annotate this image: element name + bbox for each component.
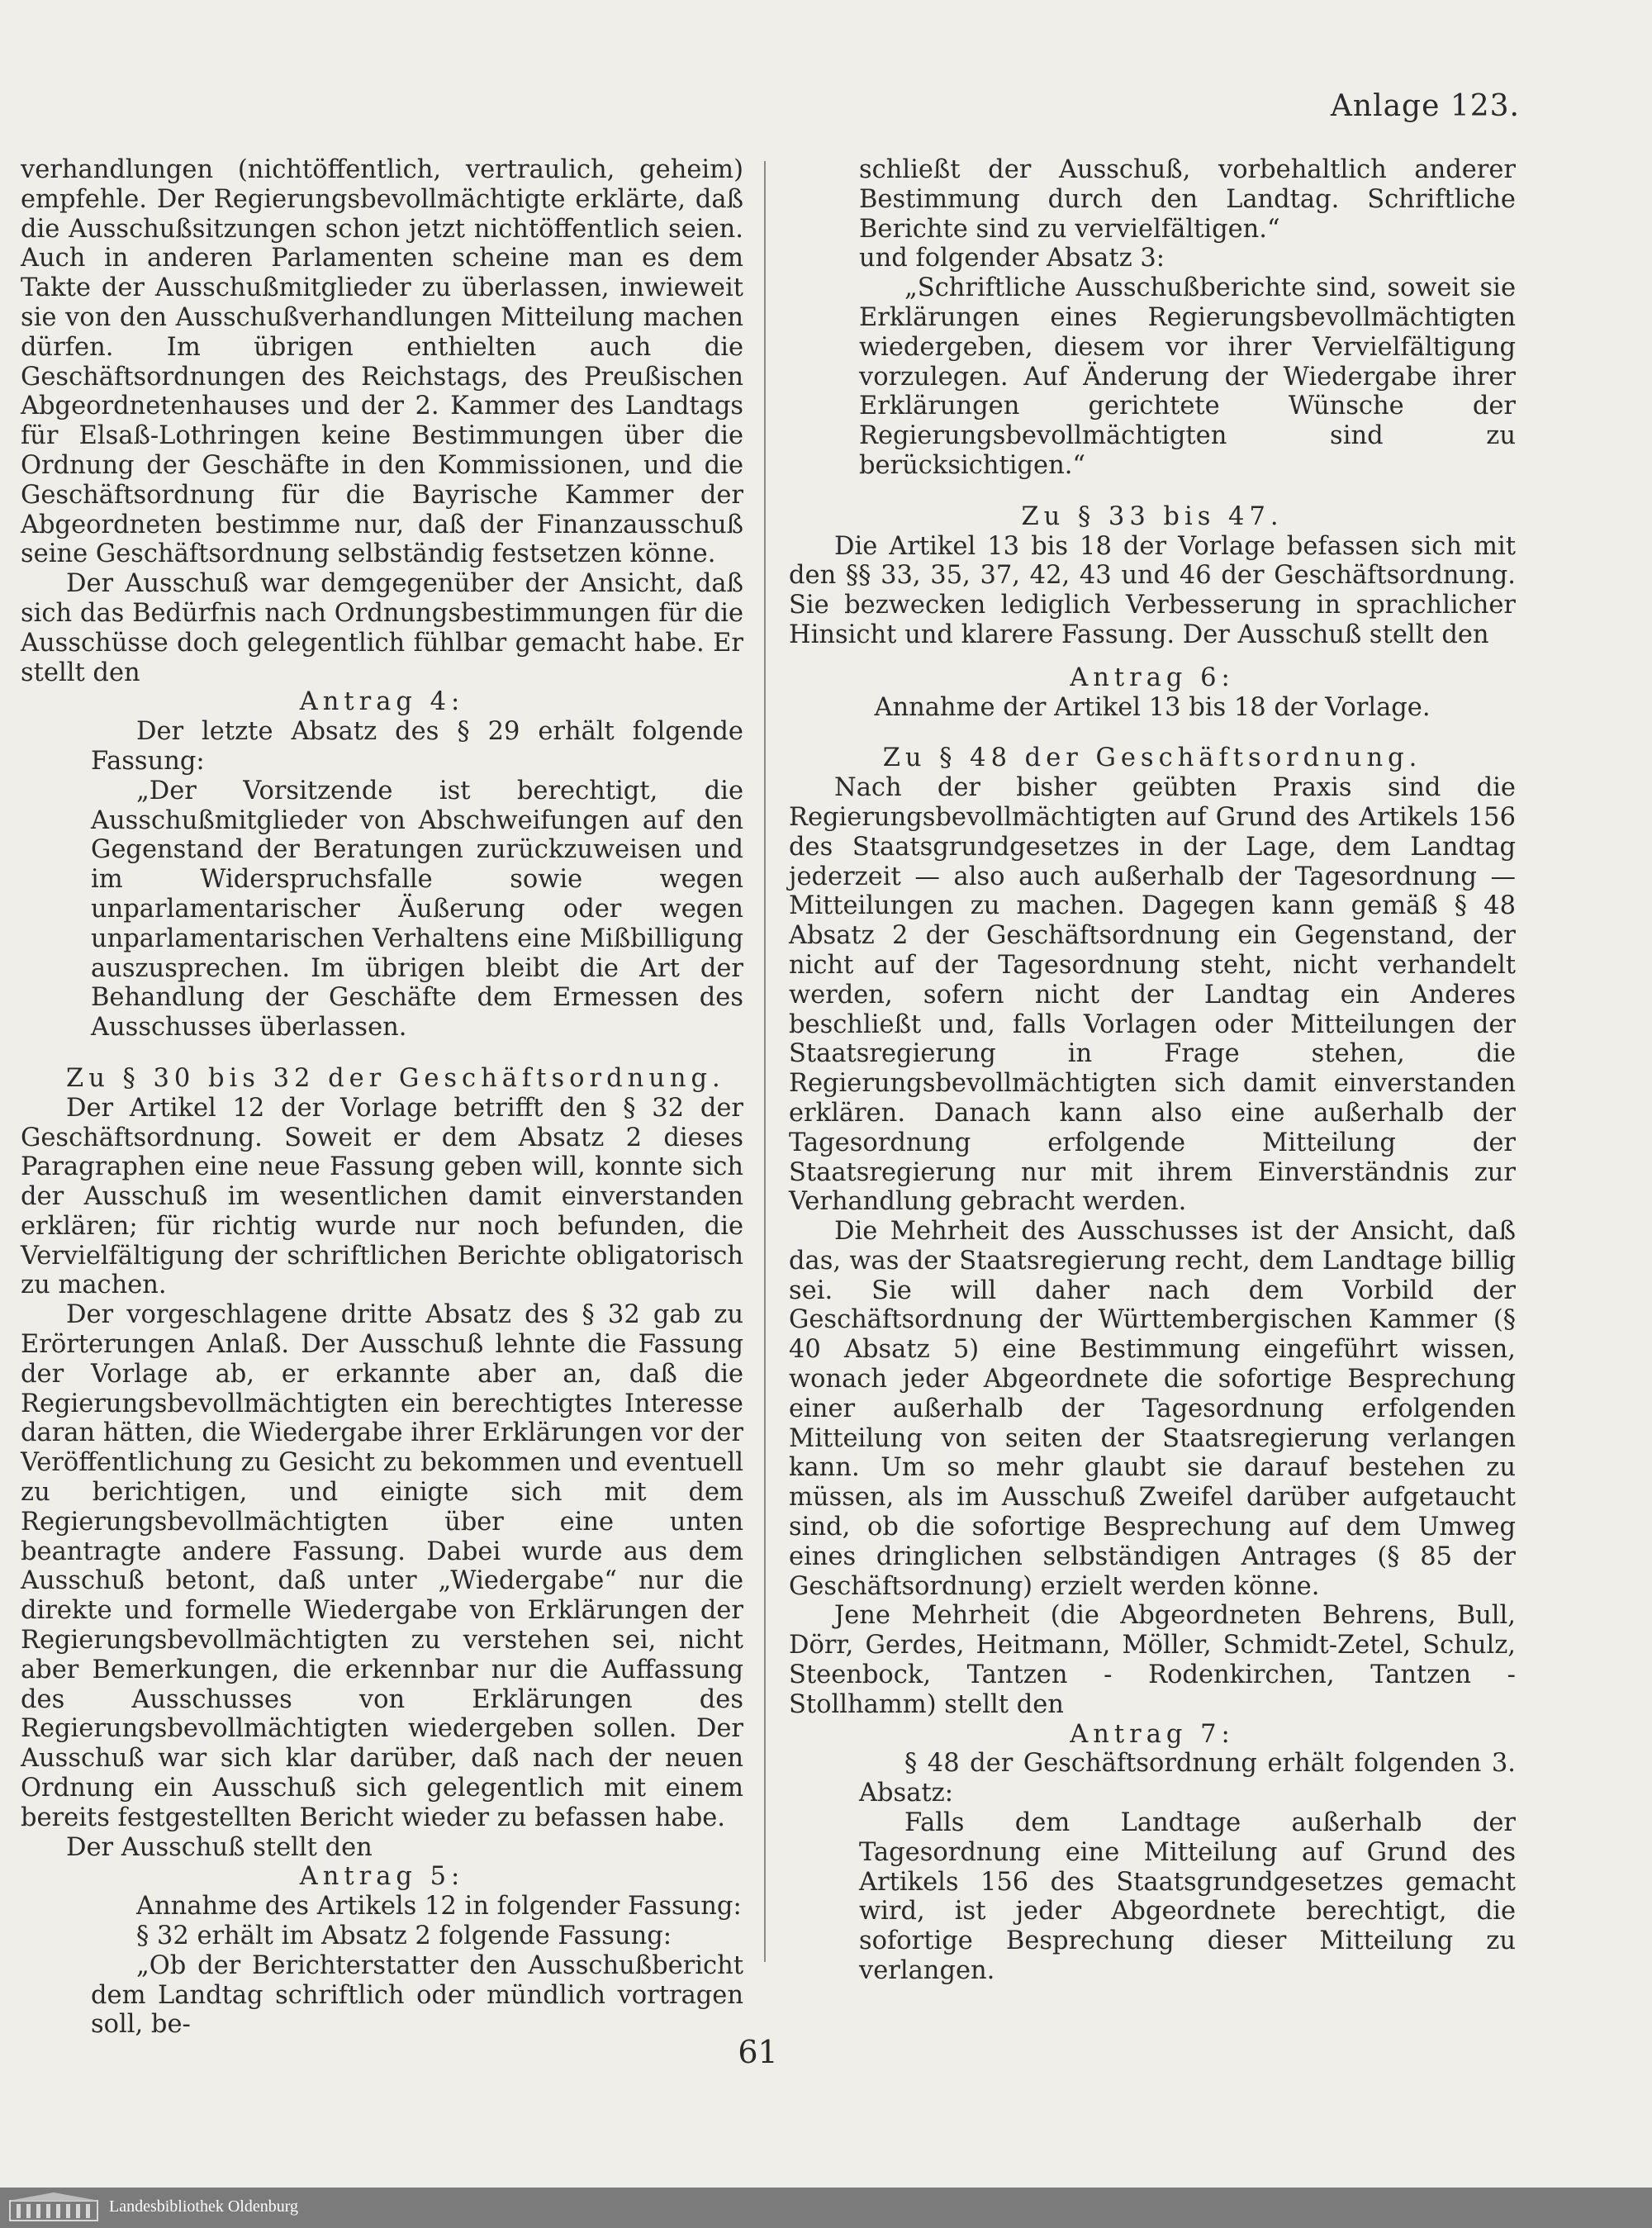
- right-column-paragraph: Falls dem Landtage außerhalb der Tagesordnung eine Mitteilung auf Grund des Artikels 156 des Staatsgrundgesetzes gemacht wird, ist jeder Abgeordnete berechtigt, die sofortige Besprechung dieser Mitteilung zu verlangen.: [859, 1808, 1516, 1986]
- right-column-paragraph: „Schriftliche Ausschußberichte sind, soweit sie Erklärungen eines Regierungsbevollmächtigten wiedergeben, diesem vor ihrer Vervielfältigung vorzulegen. Auf Änderung der Wiedergabe ihrer Erklärungen gerichtete Wünsche der Regierungsbevollmächtigten sind zu berücksichtigen.“: [859, 273, 1516, 480]
- left-column-paragraph: „Der Vorsitzende ist berechtigt, die Ausschußmitglieder von Abschweifungen auf den Gegenstand der Beratungen zurückzuweisen und im Widerspruchsfalle sowie wegen unparlamentarischer Äußerung oder wegen unparlamentarischen Verhaltens eine Mißbilligung auszusprechen. Im übrigen bleibt die Art der Behandlung der Geschäfte dem Ermessen des Ausschusses überlassen.: [91, 776, 743, 1043]
- right-column-paragraph: Die Artikel 13 bis 18 der Vorlage befassen sich mit den §§ 33, 35, 37, 42, 43 und 46 der Geschäftsordnung. Sie bezwecken lediglich Verbesserung in sprachlicher Hinsicht und klarere Fassung. Der Ausschuß stellt den: [789, 531, 1516, 649]
- page-number: 61: [738, 2034, 778, 2070]
- left-column-paragraph: Annahme des Artikels 12 in folgender Fassung:: [136, 1892, 742, 1922]
- left-column-paragraph: Der vorgeschlagene dritte Absatz des § 32 gab zu Erörterungen Anlaß. Der Ausschuß lehnte die Fassung der Vorlage ab, er erkannte aber an, daß die Regierungsbevollmächtigten ein berechtigtes Interesse daran hätten, die Wiedergabe ihrer Erklärungen vor der Veröffentlichung zu Gesicht zu bekommen und eventuell zu berichtigen, und einigte sich mit dem Regierungsbevollmächtigten über eine unten beantragte andere Fassung. Dabei wurde aus dem Ausschuß betont, daß unter „Wiedergabe“ nur die direkte und formelle Wiedergabe von Erklärungen der Regierungsbevollmächtigten zu verstehen sei, nicht aber Bemerkungen, die erkennbar nur die Auffassung des Ausschusses von Erklärungen des Regierungsbevollmächtigten wiedergeben sollen. Der Ausschuß war sich klar darüber, daß nach der neuen Ordnung ein Ausschuß sich gelegentlich mit einem bereits festgestellten Bericht wieder zu befassen habe.: [21, 1300, 743, 1832]
- left-column-paragraph: § 32 erhält im Absatz 2 folgende Fassung:: [136, 1922, 672, 1951]
- right-column-paragraph: § 48 der Geschäftsordnung erhält folgenden 3. Absatz:: [859, 1749, 1516, 1808]
- right-column-paragraph: Zu § 48 der Geschäftsordnung.: [882, 743, 1422, 773]
- right-column-paragraph: Die Mehrheit des Ausschusses ist der Ansicht, daß das, was der Staatsregierung recht, dem Landtage billig sei. Sie will daher nach dem Vorbild der Geschäftsordnung der Württembergischen Kammer (§ 40 Absatz 5) eine Bestimmung eingeführt wissen, wonach jeder Abgeordnete die sofortige Besprechung einer außerhalb der Tagesordnung erfolgenden Mitteilung von seiten der Staatsregierung verlangen kann. Um so mehr glaubt sie darauf bestehen zu müssen, als im Ausschuß Zweifel darüber aufgetaucht sind, ob die sofortige Besprechung auf dem Umweg eines dringlichen selbständigen Antrages (§ 85 der Geschäftsordnung) erzielt werden könne.: [789, 1217, 1516, 1601]
- left-column-paragraph: Zu § 30 bis 32 der Geschäftsordnung.: [66, 1063, 725, 1093]
- library-name: Landesbibliothek Oldenburg: [109, 2197, 299, 2216]
- right-column-paragraph: Antrag 7:: [1070, 1719, 1235, 1749]
- left-column: [21, 155, 743, 2040]
- left-column-paragraph: Antrag 5:: [299, 1862, 465, 1892]
- left-column-paragraph: Der letzte Absatz des § 29 erhält folgende Fassung:: [91, 717, 743, 776]
- page-header: Anlage 123.: [1330, 89, 1520, 123]
- left-column-paragraph: „Ob der Berichterstatter den Ausschußbericht dem Landtag schriftlich oder mündlich vortragen soll, be-: [91, 1950, 743, 2040]
- left-column-paragraph: Der Artikel 12 der Vorlage betrifft den § 32 der Geschäftsordnung. Soweit er dem Absatz 2 dieses Paragraphen eine neue Fassung geben will, konnte sich der Ausschuß im wesentlichen damit einverstanden erklären; für richtig wurde nur noch befunden, die Vervielfältigung der schriftlichen Berichte obligatorisch zu machen.: [21, 1093, 743, 1300]
- right-column-paragraph: Nach der bisher geübten Praxis sind die Regierungsbevollmächtigten auf Grund des Artikels 156 des Staatsgrundgesetzes in der Lage, dem Landtag jederzeit — also auch außerhalb der Tagesordnung — Mitteilungen zu machen. Dagegen kann gemäß § 48 Absatz 2 der Geschäftsordnung ein Gegenstand, der nicht auf der Tagesordnung steht, nicht verhandelt werden, sofern nicht der Landtag ein Anderes beschließt und, falls Vorlagen oder Mitteilungen der Staatsregierung in Frage stehen, die Regierungsbevollmächtigten sich damit einverstanden erklären. Danach kann also eine außerhalb der Tagesordnung erfolgende Mitteilung der Staatsregierung nur mit ihrem Einverständnis zur Verhandlung gebracht werden.: [789, 773, 1516, 1217]
- left-column-paragraph: Der Ausschuß stellt den: [66, 1832, 373, 1862]
- right-column: [789, 155, 1516, 1986]
- left-column-paragraph: Antrag 4:: [299, 687, 465, 717]
- library-footer-bar: [0, 2188, 1652, 2228]
- library-building-logo: [8, 2192, 99, 2222]
- right-column-paragraph: Jene Mehrheit (die Abgeordneten Behrens, Bull, Dörr, Gerdes, Heitmann, Möller, Schmidt-Zetel, Schulz, Steenbock, Tantzen - Rodenkirchen, Tantzen - Stollhamm) stellt den: [789, 1601, 1516, 1719]
- left-column-paragraph: verhandlungen (nichtöffentlich, vertraulich, geheim) empfehle. Der Regierungsbevollmächtigte erklärte, daß die Ausschußsitzungen schon jetzt nichtöffentlich seien. Auch in anderen Parlamenten scheine man es dem Takte der Ausschußmitglieder zu überlassen, inwieweit sie von den Ausschußverhandlungen Mitteilung machen dürfen. Im übrigen enthielten auch die Geschäftsordnungen des Reichstags, des Preußischen Abgeordnetenhauses und der 2. Kammer des Landtags für Elsaß-Lothringen keine Bestimmungen über die Ordnung der Geschäfte in den Kommissionen, und die Geschäftsordnung für die Bayrische Kammer der Abgeordneten bestimme nur, daß der Finanzausschuß seine Geschäftsordnung selbständig festsetzen könne.: [21, 155, 743, 569]
- right-column-paragraph: Zu § 33 bis 47.: [1021, 501, 1284, 531]
- right-column-paragraph: Antrag 6:: [1070, 663, 1235, 692]
- left-column-paragraph: Der Ausschuß war demgegenüber der Ansicht, daß sich das Bedürfnis nach Ordnungsbestimmungen für die Ausschüsse doch gelegentlich fühlbar gemacht habe. Er stellt den: [21, 569, 743, 687]
- right-column-paragraph: schließt der Ausschuß, vorbehaltlich anderer Bestimmung durch den Landtag. Schriftliche Berichte sind zu vervielfältigen.“: [859, 155, 1516, 244]
- right-column-paragraph: Annahme der Artikel 13 bis 18 der Vorlage.: [874, 692, 1431, 722]
- right-column-paragraph: und folgender Absatz 3:: [859, 244, 1165, 273]
- column-divider: [764, 161, 766, 1962]
